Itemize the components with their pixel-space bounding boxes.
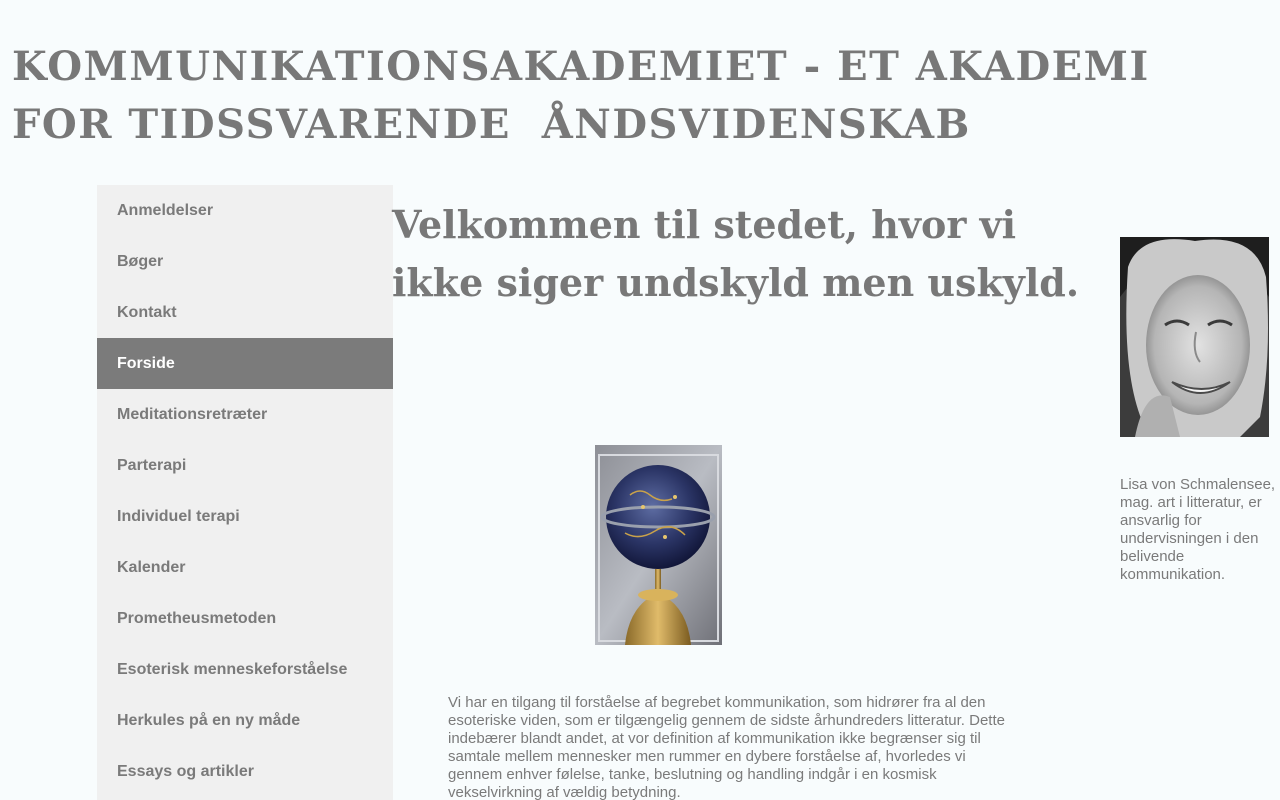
nav-item-individuel-terapi[interactable]: Individuel terapi bbox=[117, 508, 240, 525]
nav-item-prometheusmetoden[interactable]: Prometheusmetoden bbox=[117, 610, 277, 627]
nav-item-herkules[interactable]: Herkules på en ny måde bbox=[117, 712, 301, 729]
intro-text: Vi har en tilgang til forståelse af begrebet kommunikation, som hidrører fra al den esoteriske viden, som er tilgængelig gennem de sidste århundreders litteratur. Dette indebærer blandt andet, at vor definition af kommunikation ikke begrænser sig til samtale mellem mennesker men rummer en dybere forståelse af, hvorledes vi gennem enhver følelse, tanke, beslutning og handling indgår i en kosmisk vekselvirkning af vældig betydning. bbox=[448, 694, 1005, 800]
nav-item-kalender[interactable]: Kalender bbox=[117, 559, 186, 576]
portrait-image bbox=[1120, 237, 1269, 437]
nav-item-essays[interactable]: Essays og artikler bbox=[117, 763, 254, 780]
globe-image bbox=[595, 445, 722, 645]
nav-item-meditationsretraeter[interactable]: Meditationsretræter bbox=[117, 406, 268, 423]
welcome-heading: Velkommen til stedet, hvor vi ikke siger undskyld men uskyld. bbox=[392, 202, 1080, 305]
nav-item-forside[interactable]: Forside bbox=[97, 338, 393, 389]
sidebar-nav bbox=[97, 185, 393, 800]
nav-item-anmeldelser[interactable]: Anmeldelser bbox=[117, 202, 214, 219]
nav-item-kontakt[interactable]: Kontakt bbox=[117, 304, 177, 321]
nav-item-boger[interactable]: Bøger bbox=[117, 253, 164, 270]
nav-item-esoterisk-menneskeforstaaelse[interactable]: Esoterisk menneskeforståelse bbox=[117, 661, 348, 678]
portrait-caption: Lisa von Schmalensee, mag. art i litteratur, er ansvarlig for undervisningen i den belivende kommunikation. bbox=[1120, 476, 1276, 583]
nav-item-parterapi[interactable]: Parterapi bbox=[117, 457, 187, 474]
site-title: KOMMUNIKATIONSAKADEMIET - ET AKADEMI FOR TIDSSVARENDE ÅNDSVIDENSKAB bbox=[12, 43, 1166, 148]
